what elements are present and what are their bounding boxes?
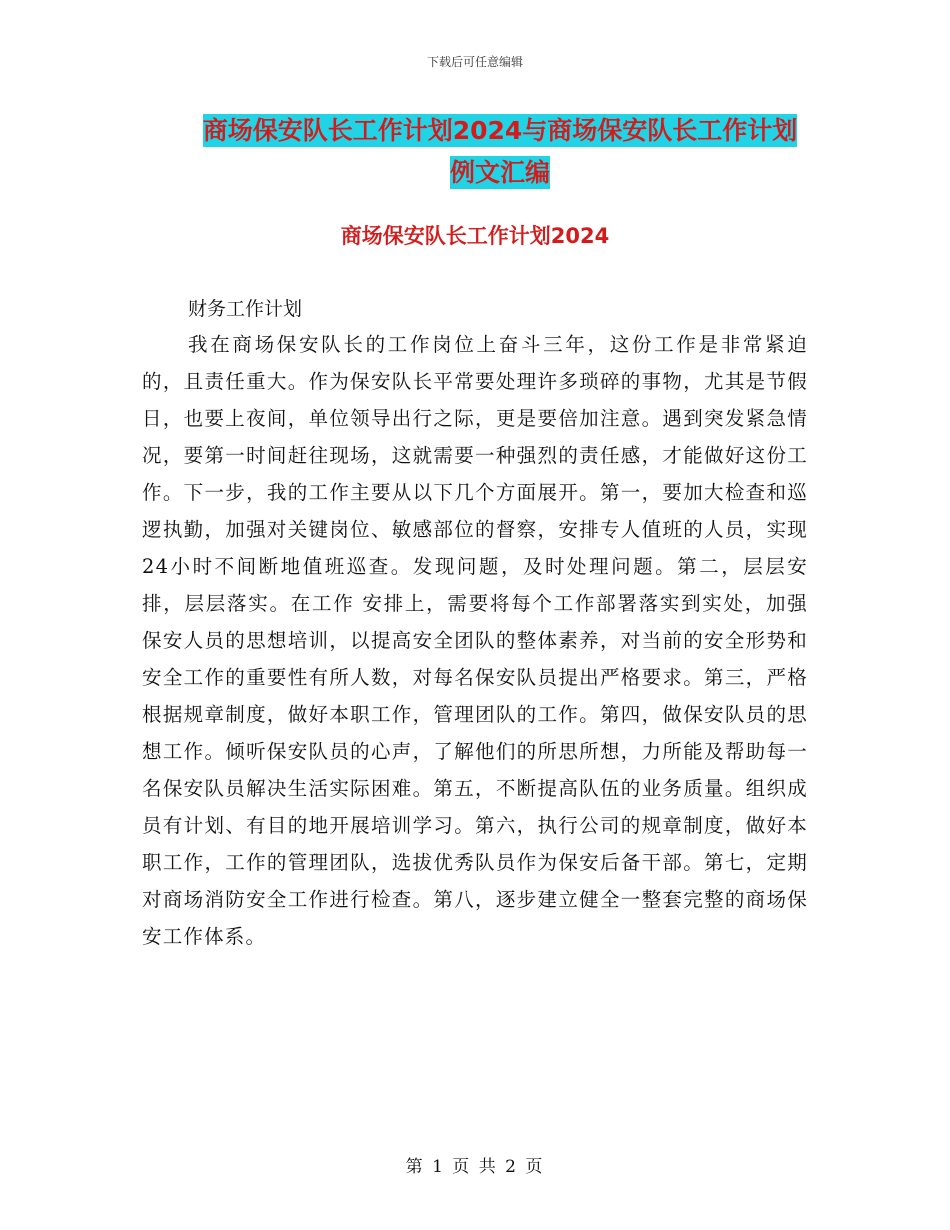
page-number-footer: 第 1 页 共 2 页: [405, 1157, 545, 1177]
document-title-line2: 例文汇编: [449, 158, 550, 187]
document-title: [150, 110, 850, 194]
document-title-line1: 商场保安队长工作计划2024与商场保安队长工作计划: [202, 116, 798, 145]
section-title: 商场保安队长工作计划2024: [340, 224, 610, 248]
body-paragraph: 我在商场保安队长的工作岗位上奋斗三年，这份工作是非常紧迫的，且责任重大。作为保安队长平常要处理许多琐碎的事物，尤其是节假日，也要上夜间，单位领导出行之际，更是要倍加注意。遇到突发紧急情况，要第一时间赶往现场，这就需要一种强烈的责任感，才能做好这份工作。下一步，我的工作主要从以下几个方面展开。第一，要加大检查和巡逻执勤，加强对关键岗位、敏感部位的督察，安排专人值班的人员，实现24小时不间断地值班巡查。发现问题，及时处理问题。第二，层层安排，层层落实。在工作 安排上，需要将每个工作部署落实到实处，加强保安人员的思想培训，以提高安全团队的整体素养，对当前的安全形势和安全工作的重要性有所人数，对每名保安队员提出严格要求。第三，严格根据规章制度，做好本职工作，管理团队的工作。第四，做保安队员的思想工作。倾听保安队员的心声，了解他们的所思所想，力所能及帮助每一名保安队员解决生活实际困难。第五，不断提高队伍的业务质量。组织成员有计划、有目的地开展培训学习。第六，执行公司的规章制度，做好本职工作，工作的管理团队，选拔优秀队员作为保安后备干部。第七，定期对商场消防安全工作进行检查。第八，逐步建立健全一整套完整的商场保安工作体系。: [142, 333, 808, 948]
subheading: 财务工作计划: [188, 298, 303, 320]
header-note: 下载后可任意编辑: [426, 55, 523, 69]
